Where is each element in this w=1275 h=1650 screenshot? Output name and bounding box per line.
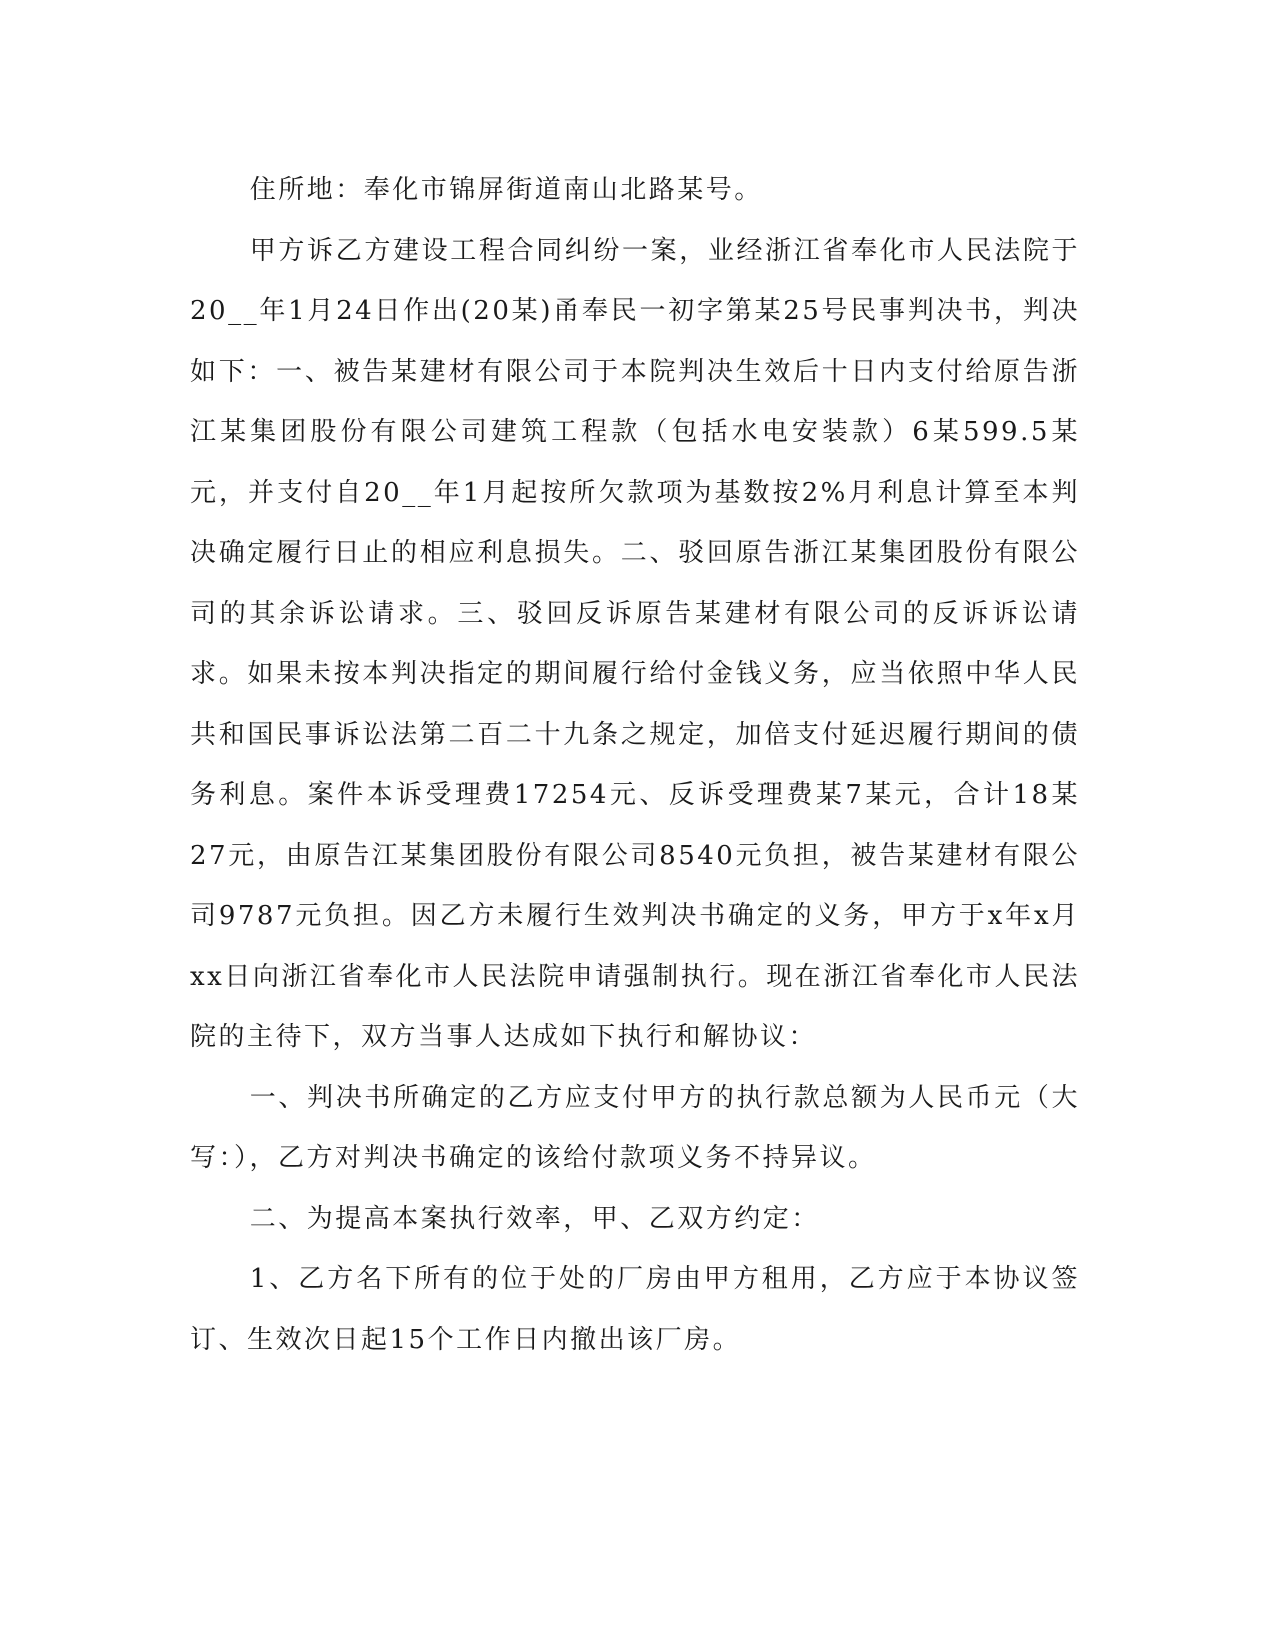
paragraph-clause-2: 二、为提高本案执行效率，甲、乙双方约定：	[249, 1203, 820, 1234]
paragraph-clause-1: 一、判决书所确定的乙方应支付甲方的执行款总额为人民币元（大写：），乙方对判决书确定的该给付款项义务不持异议。	[190, 1082, 1080, 1173]
paragraph-clause-2-item-1: 1、乙方名下所有的位于处的厂房由甲方租用，乙方应于本协议签订、生效次日起15个工作日内撤出该厂房。	[190, 1264, 1080, 1355]
paragraph-case-background: 甲方诉乙方建设工程合同纠纷一案，业经浙江省奉化市人民法院于20__年1月24日作出(20某)甬奉民一初字第某25号民事判决书，判决如下：一、被告某建材有限公司于本院判决生效后十日内支付给原告浙江某集团股份有限公司建筑工程款（包括水电安装款）6某599.5某元，并支付自20__年1月起按所欠款项为基数按2%月利息计算至本判决确定履行日止的相应利息损失。二、驳回原告浙江某集团股份有限公司的其余诉讼请求。三、驳回反诉原告某建材有限公司的反诉诉讼请求。如果未按本判决指定的期间履行给付金钱义务，应当依照中华人民共和国民事诉讼法第二百二十九条之规定，加倍支付延迟履行期间的债务利息。案件本诉受理费17254元、反诉受理费某7某元，合计18某27元，由原告江某集团股份有限公司8540元负担，被告某建材有限公司9787元负担。因乙方未履行生效判决书确定的义务，甲方于x年x月xx日向浙江省奉化市人民法院申请强制执行。现在浙江省奉化市人民法院的主待下，双方当事人达成如下执行和解协议：	[190, 235, 1080, 1052]
document-body	[190, 160, 1080, 1370]
paragraph-address: 住所地：奉化市锦屏街道南山北路某号。	[249, 175, 763, 205]
